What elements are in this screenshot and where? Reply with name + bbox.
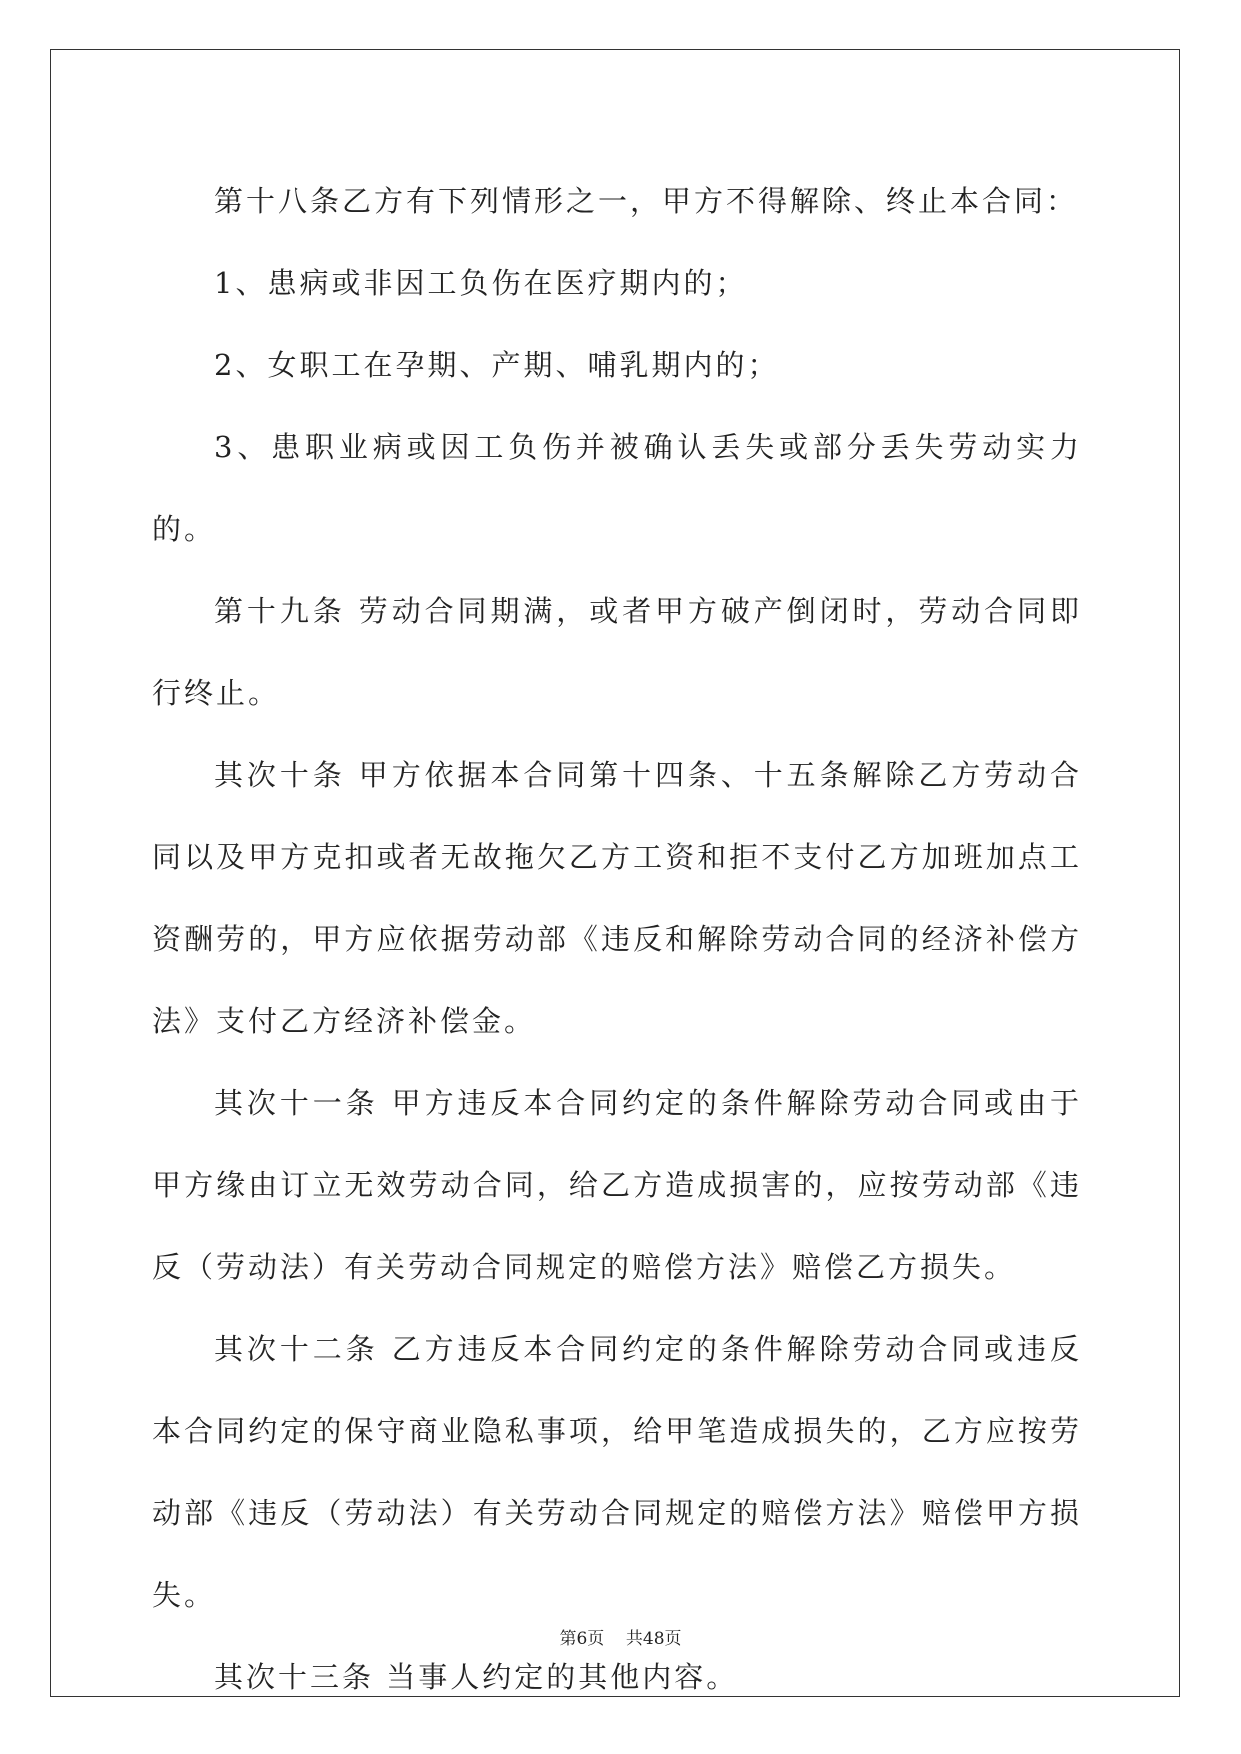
page-footer [0, 1624, 1241, 1649]
total-suffix: 页 [664, 1629, 682, 1649]
paragraph-article-23: 其次十三条 当事人约定的其他内容。 [214, 1660, 739, 1694]
page-suffix: 页 [587, 1629, 605, 1649]
list-item-2: 2、女职工在孕期、产期、哺乳期内的； [214, 348, 780, 382]
total-prefix: 共 [625, 1629, 643, 1649]
page-prefix: 第 [559, 1629, 577, 1649]
list-item-3: 3、患职业病或因工负伤并被确认丢失或部分丢失劳动实力的。 [152, 430, 1082, 546]
document-body [152, 160, 1082, 1718]
paragraph-article-19: 第十九条 劳动合同期满，或者甲方破产倒闭时，劳动合同即行终止。 [152, 594, 1082, 710]
paragraph-article-21: 其次十一条 甲方违反本合同约定的条件解除劳动合同或由于甲方缘由订立无效劳动合同，给乙方造成损害的，应按劳动部《违反（劳动法）有关劳动合同规定的赔偿方法》赔偿乙方损失。 [152, 1086, 1082, 1284]
paragraph-article-18: 第十八条乙方有下列情形之一，甲方不得解除、终止本合同： [214, 184, 1079, 218]
list-item-1: 1、患病或非因工负伤在医疗期内的； [214, 266, 748, 300]
paragraph-article-22: 其次十二条 乙方违反本合同约定的条件解除劳动合同或违反本合同约定的保守商业隐私事项，给甲笔造成损失的，乙方应按劳动部《违反（劳动法）有关劳动合同规定的赔偿方法》赔偿甲方损失。 [152, 1332, 1082, 1612]
total-pages: 48 [642, 1629, 665, 1649]
page-number: 6 [576, 1629, 588, 1649]
paragraph-article-20: 其次十条 甲方依据本合同第十四条、十五条解除乙方劳动合同以及甲方克扣或者无故拖欠乙方工资和拒不支付乙方加班加点工资酬劳的，甲方应依据劳动部《违反和解除劳动合同的经济补偿方法》支付乙方经济补偿金。 [152, 758, 1082, 1038]
